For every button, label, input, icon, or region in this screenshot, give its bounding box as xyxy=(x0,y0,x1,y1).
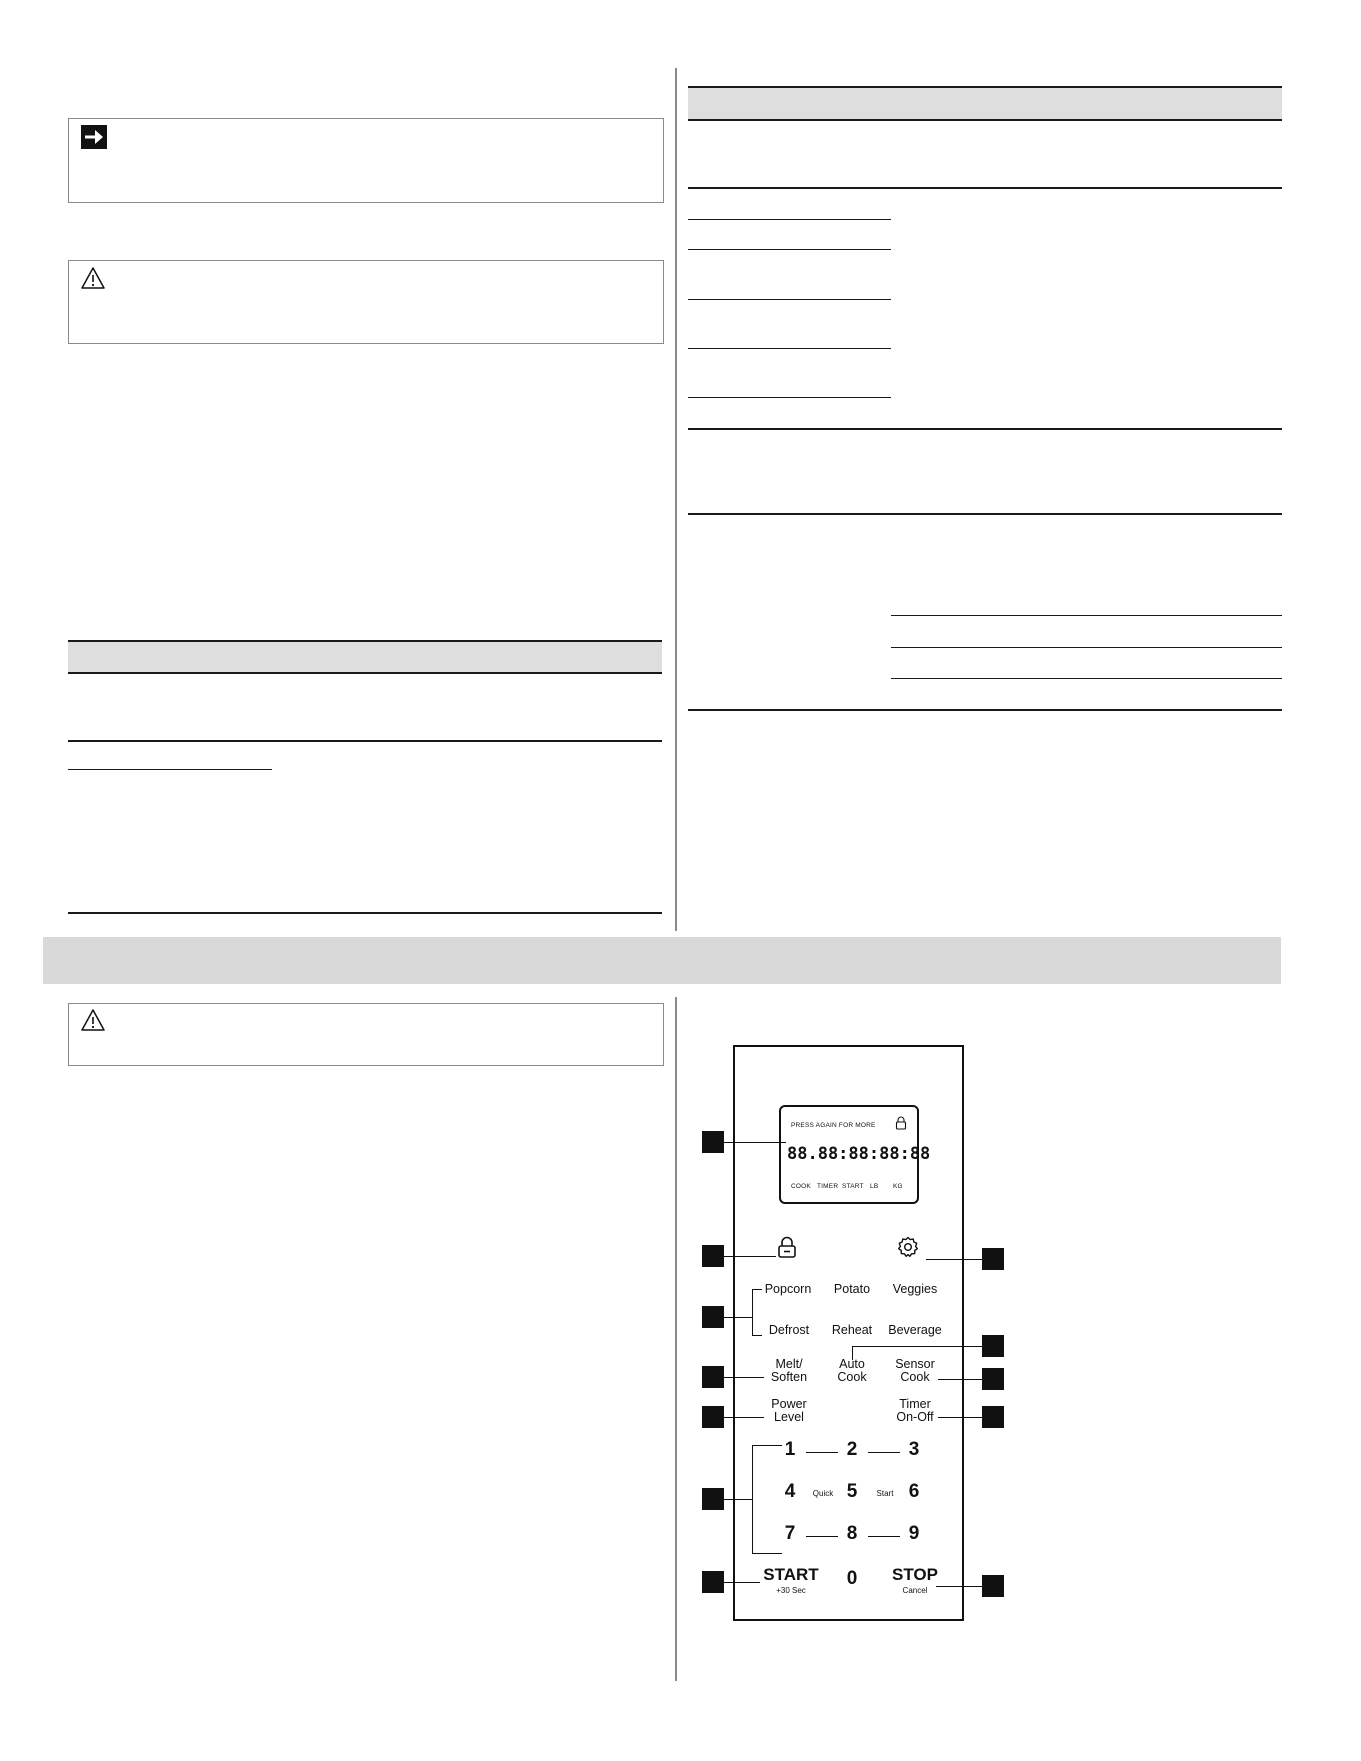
indicator-lb: LB xyxy=(870,1183,879,1190)
veggies-button[interactable]: Veggies xyxy=(892,1282,938,1296)
stop-sub-label: Cancel xyxy=(902,1586,928,1595)
leader-bracket xyxy=(752,1553,782,1554)
table-rule xyxy=(688,299,891,300)
power-level-button[interactable]: Power Level xyxy=(771,1397,807,1424)
leader-line xyxy=(938,1417,982,1418)
leader-line xyxy=(724,1499,752,1500)
callout-marker xyxy=(702,1131,724,1153)
indicator-kg: KG xyxy=(893,1183,903,1190)
callout-marker xyxy=(982,1335,1004,1357)
stop-button[interactable]: STOP xyxy=(892,1565,938,1584)
beverage-button[interactable]: Beverage xyxy=(888,1323,942,1337)
lock-icon xyxy=(895,1116,907,1130)
key-3[interactable]: 3 xyxy=(908,1439,920,1460)
warning-triangle-icon xyxy=(80,1008,106,1032)
warning-box-top xyxy=(68,260,664,344)
key-0[interactable]: 0 xyxy=(846,1568,858,1589)
callout-marker xyxy=(982,1368,1004,1390)
key-2[interactable]: 2 xyxy=(846,1439,858,1460)
arrow-right-icon xyxy=(81,125,107,149)
table-rule xyxy=(891,615,1282,616)
callout-marker xyxy=(702,1571,724,1593)
keypad-dash xyxy=(868,1452,900,1453)
key-8[interactable]: 8 xyxy=(846,1523,858,1544)
leader-line xyxy=(724,1317,752,1318)
timer-onoff-button[interactable]: Timer On-Off xyxy=(896,1397,934,1424)
keypad-dash xyxy=(806,1536,838,1537)
table-rule xyxy=(688,187,1282,189)
table-rule xyxy=(688,513,1282,515)
leader-line xyxy=(724,1142,786,1143)
table-header-right xyxy=(688,86,1282,121)
column-divider xyxy=(675,997,677,1681)
leader-line xyxy=(724,1256,776,1257)
section-banner xyxy=(43,937,1281,984)
table-rule xyxy=(891,647,1282,648)
callout-marker xyxy=(702,1306,724,1328)
table-rule xyxy=(891,678,1282,679)
leader-line xyxy=(852,1346,982,1347)
leader-line xyxy=(852,1346,853,1360)
reheat-button[interactable]: Reheat xyxy=(831,1323,873,1337)
potato-button[interactable]: Potato xyxy=(833,1282,871,1296)
leader-line xyxy=(724,1582,760,1583)
leader-bracket xyxy=(752,1335,762,1336)
start-sub-label: +30 Sec xyxy=(776,1586,806,1595)
popcorn-button[interactable]: Popcorn xyxy=(764,1282,812,1296)
leader-line xyxy=(724,1377,764,1378)
note-box xyxy=(68,118,664,203)
display-window xyxy=(779,1105,931,1204)
leader-bracket xyxy=(752,1289,762,1290)
leader-line xyxy=(938,1379,982,1380)
start-button[interactable]: START xyxy=(763,1565,819,1584)
melt-soften-button[interactable]: Melt/ Soften xyxy=(770,1357,808,1384)
gear-icon[interactable] xyxy=(897,1236,919,1258)
leader-line xyxy=(724,1417,764,1418)
table-rule xyxy=(68,769,272,770)
callout-marker xyxy=(702,1366,724,1388)
warning-triangle-icon xyxy=(80,266,106,290)
key-4[interactable]: 4 xyxy=(784,1481,796,1502)
table-rule xyxy=(688,249,891,250)
table-rule xyxy=(688,348,891,349)
keypad-dash xyxy=(868,1536,900,1537)
leader-bracket xyxy=(752,1445,782,1446)
key-9[interactable]: 9 xyxy=(908,1523,920,1544)
indicator-start: START xyxy=(842,1183,864,1190)
table-rule xyxy=(688,219,891,220)
indicator-cook: COOK xyxy=(791,1183,811,1190)
key-5[interactable]: 5 xyxy=(846,1481,858,1502)
auto-cook-button[interactable]: Auto Cook xyxy=(837,1357,867,1384)
table-rule xyxy=(688,397,891,398)
leader-line xyxy=(926,1259,982,1260)
indicator-timer: TIMER xyxy=(817,1183,839,1190)
table-header-left xyxy=(68,640,662,674)
lock-icon[interactable] xyxy=(777,1236,797,1258)
callout-marker xyxy=(982,1575,1004,1597)
press-again-text: PRESS AGAIN FOR MORE xyxy=(791,1122,876,1129)
key-7[interactable]: 7 xyxy=(784,1523,796,1544)
warning-box-bottom xyxy=(68,1003,664,1066)
column-divider xyxy=(675,68,677,931)
leader-bracket xyxy=(752,1445,753,1553)
keypad-dash xyxy=(806,1452,838,1453)
quick-start-label: Quick xyxy=(812,1489,834,1498)
defrost-button[interactable]: Defrost xyxy=(768,1323,810,1337)
sensor-cook-button[interactable]: Sensor Cook xyxy=(895,1357,935,1384)
table-rule xyxy=(688,709,1282,711)
callout-marker xyxy=(982,1248,1004,1270)
display-digits: 88.88:88:88:88 xyxy=(787,1144,931,1164)
table-rule xyxy=(68,740,662,742)
callout-marker xyxy=(982,1406,1004,1428)
table-rule xyxy=(68,912,662,914)
callout-marker xyxy=(702,1406,724,1428)
key-1[interactable]: 1 xyxy=(784,1439,796,1460)
callout-marker xyxy=(702,1488,724,1510)
table-rule xyxy=(688,428,1282,430)
leader-bracket xyxy=(752,1289,753,1335)
key-6[interactable]: 6 xyxy=(908,1481,920,1502)
callout-marker xyxy=(702,1245,724,1267)
leader-line xyxy=(936,1586,982,1587)
quick-start-label: Start xyxy=(876,1489,894,1498)
